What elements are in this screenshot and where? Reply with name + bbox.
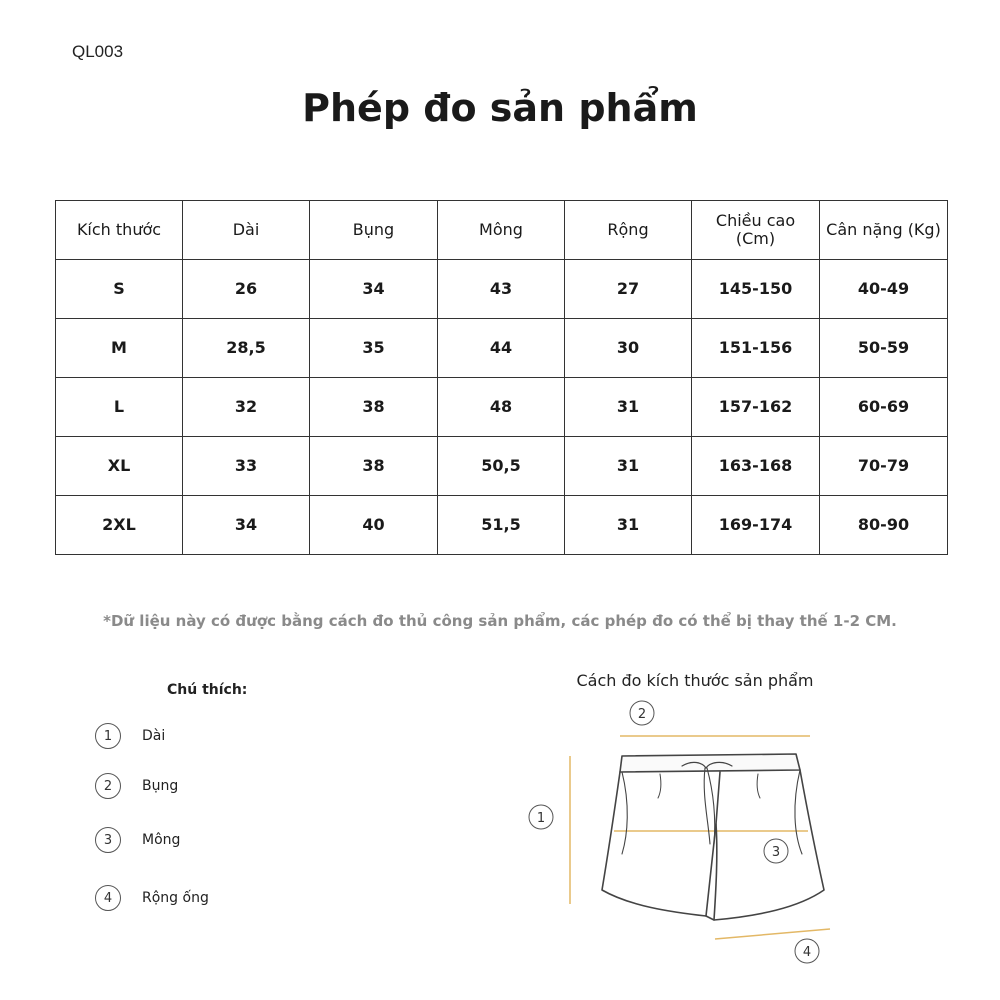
page-title: Phép đo sản phẩm <box>302 86 698 130</box>
marker-1 <box>529 805 553 829</box>
size-table <box>55 200 948 555</box>
header-length: Dài <box>183 201 310 260</box>
marker-2 <box>630 701 654 725</box>
legend-item <box>95 884 209 912</box>
legend-number-circle: 4 <box>95 885 121 911</box>
table-cell: 151-156 <box>692 319 820 378</box>
header-waist: Bụng <box>310 201 438 260</box>
marker-3-label: 3 <box>771 845 781 860</box>
table-cell: 44 <box>438 319 565 378</box>
marker-2-label: 2 <box>637 707 647 722</box>
table-cell: 48 <box>438 378 565 437</box>
diagram-title: Cách đo kích thước sản phẩm <box>576 671 814 690</box>
leg-width-measure-line <box>715 929 830 939</box>
table-cell: 157-162 <box>692 378 820 437</box>
table-cell: 43 <box>438 260 565 319</box>
table-cell: 32 <box>183 378 310 437</box>
table-cell: L <box>56 378 183 437</box>
table-cell: 31 <box>565 496 692 555</box>
legend-label: Mông <box>142 832 181 848</box>
marker-4 <box>795 939 819 963</box>
table-cell: 50,5 <box>438 437 565 496</box>
table-cell: 2XL <box>56 496 183 555</box>
legend-title: Chú thích: <box>167 682 248 698</box>
table-cell: 169-174 <box>692 496 820 555</box>
legend-number-circle: 3 <box>95 827 121 853</box>
table-cell: 50-59 <box>820 319 948 378</box>
table-row <box>56 437 948 496</box>
table-cell: 31 <box>565 378 692 437</box>
table-row <box>56 260 948 319</box>
table-cell: 27 <box>565 260 692 319</box>
header-width: Rộng <box>565 201 692 260</box>
table-cell: 31 <box>565 437 692 496</box>
table-cell: 35 <box>310 319 438 378</box>
shorts-measurement-diagram <box>510 694 850 994</box>
table-cell: S <box>56 260 183 319</box>
header-size: Kích thước <box>56 201 183 260</box>
table-cell: 70-79 <box>820 437 948 496</box>
marker-3 <box>764 839 788 863</box>
table-cell: 26 <box>183 260 310 319</box>
marker-4-label: 4 <box>802 945 812 960</box>
table-header-row <box>56 201 948 260</box>
legend-item <box>95 826 180 854</box>
table-cell: 34 <box>310 260 438 319</box>
header-weight: Cân nặng (Kg) <box>820 201 948 260</box>
marker-1-label: 1 <box>536 811 546 826</box>
table-cell: 34 <box>183 496 310 555</box>
legend-item <box>95 722 165 750</box>
table-cell: 145-150 <box>692 260 820 319</box>
table-cell: XL <box>56 437 183 496</box>
legend-number-circle: 1 <box>95 723 121 749</box>
legend-item <box>95 772 178 800</box>
header-hip: Mông <box>438 201 565 260</box>
table-cell: 60-69 <box>820 378 948 437</box>
table-cell: 163-168 <box>692 437 820 496</box>
table-cell: 40 <box>310 496 438 555</box>
table-cell: 38 <box>310 437 438 496</box>
table-row <box>56 319 948 378</box>
legend-label: Rộng ống <box>142 890 209 906</box>
measurement-note: *Dữ liệu này có được bằng cách đo thủ công sản phẩm, các phép đo có thể bị thay thế 1-2 CM. <box>103 612 897 630</box>
legend-label: Bụng <box>142 778 179 794</box>
table-row <box>56 378 948 437</box>
table-cell: 80-90 <box>820 496 948 555</box>
table-cell: 28,5 <box>183 319 310 378</box>
table-cell: 38 <box>310 378 438 437</box>
table-row <box>56 496 948 555</box>
table-cell: 40-49 <box>820 260 948 319</box>
table-cell: M <box>56 319 183 378</box>
header-height: Chiều cao (Cm) <box>692 201 820 260</box>
legend-label: Dài <box>142 728 166 744</box>
product-code: QL003 <box>72 42 124 61</box>
table-cell: 33 <box>183 437 310 496</box>
table-cell: 51,5 <box>438 496 565 555</box>
shorts-icon <box>602 754 824 920</box>
table-cell: 30 <box>565 319 692 378</box>
legend-number-circle: 2 <box>95 773 121 799</box>
